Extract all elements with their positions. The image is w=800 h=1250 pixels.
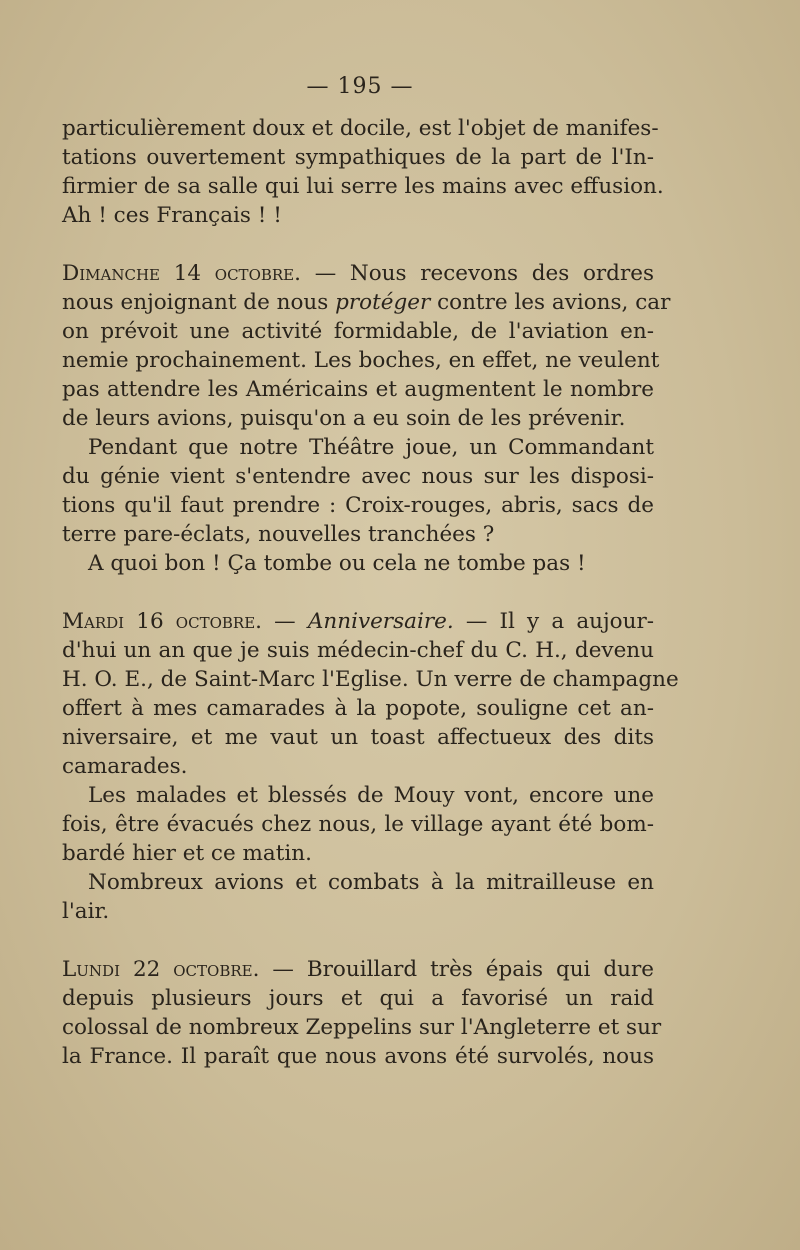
text-line: Dimanche 14 octobre. — Nous recevons des ordres [62, 261, 654, 286]
paragraph [62, 868, 654, 926]
text-line: Mardi 16 octobre. — Anniversaire. — Il y a aujour- [62, 609, 655, 634]
text-line: bardé hier et ce matin. [62, 841, 312, 866]
text-line: Ah ! ces Français ! ! [62, 203, 282, 228]
text-line: du génie vient s'entendre avec nous sur les disposi- [62, 464, 654, 489]
text-line: Nombreux avions et combats à la mitrailleuse en [88, 870, 654, 895]
text-line: depuis plusieurs jours et qui a favorisé un raid [62, 986, 654, 1011]
entry-date: Dimanche 14 octobre. [62, 261, 301, 286]
text-line: tions qu'il faut prendre : Croix-rouges, abris, sacs de [62, 493, 654, 518]
text-line: fois, être évacués chez nous, le village ayant été bom- [62, 812, 654, 837]
text-line: de leurs avions, puisqu'on a eu soin de les prévenir. [62, 406, 626, 431]
diary-entry [62, 955, 662, 1071]
paragraph [62, 781, 654, 868]
paragraph [62, 433, 654, 578]
text-line: particulièrement doux et docile, est l'objet de manifes- [62, 116, 659, 141]
text-line: tations ouvertement sympathiques de la part de l'In- [62, 145, 654, 170]
entry-title: Anniversaire. [307, 609, 454, 634]
text-line: camarades. [62, 754, 188, 779]
emphasis: protéger [335, 290, 431, 315]
text-line: offert à mes camarades à la popote, souligne cet an- [62, 696, 654, 721]
text-line: Pendant que notre Théâtre joue, un Commandant [88, 435, 654, 460]
text-line: on prévoit une activité formidable, de l'aviation en- [62, 319, 654, 344]
text-line: pas attendre les Américains et augmentent le nombre [62, 377, 654, 402]
text-line: nemie prochainement. Les boches, en effet, ne veulent [62, 348, 660, 373]
text-line: niversaire, et me vaut un toast affectueux des dits [62, 725, 654, 750]
text-line: A quoi bon ! Ça tombe ou cela ne tombe pas ! [88, 551, 586, 576]
entry-date: Lundi 22 octobre. [62, 957, 260, 982]
paragraph [62, 114, 664, 230]
text-line: l'air. [62, 899, 110, 924]
text-line: la France. Il paraît que nous avons été survolés, nous [62, 1044, 654, 1069]
page-number: — 195 — [306, 74, 414, 99]
text-line: Les malades et blessés de Mouy vont, encore une [88, 783, 654, 808]
text-line: colossal de nombreux Zeppelins sur l'Angleterre et sur [62, 1015, 662, 1040]
text-line: nous enjoignant de nous protéger contre les avions, car [62, 290, 671, 315]
text-line: d'hui un an que je suis médecin-chef du C. H., devenu [62, 638, 654, 663]
diary-entry [62, 607, 679, 781]
text-line: H. O. E., de Saint-Marc l'Eglise. Un verre de champagne [62, 667, 679, 692]
text-line: Lundi 22 octobre. — Brouillard très épais qui dure [62, 957, 654, 982]
entry-date: Mardi 16 octobre. [62, 609, 262, 634]
text-line: firmier de sa salle qui lui serre les mains avec effusion. [62, 174, 664, 199]
text-line: terre pare-éclats, nouvelles tranchées ? [62, 522, 495, 547]
diary-entry [62, 259, 671, 433]
page-body [62, 114, 679, 1071]
